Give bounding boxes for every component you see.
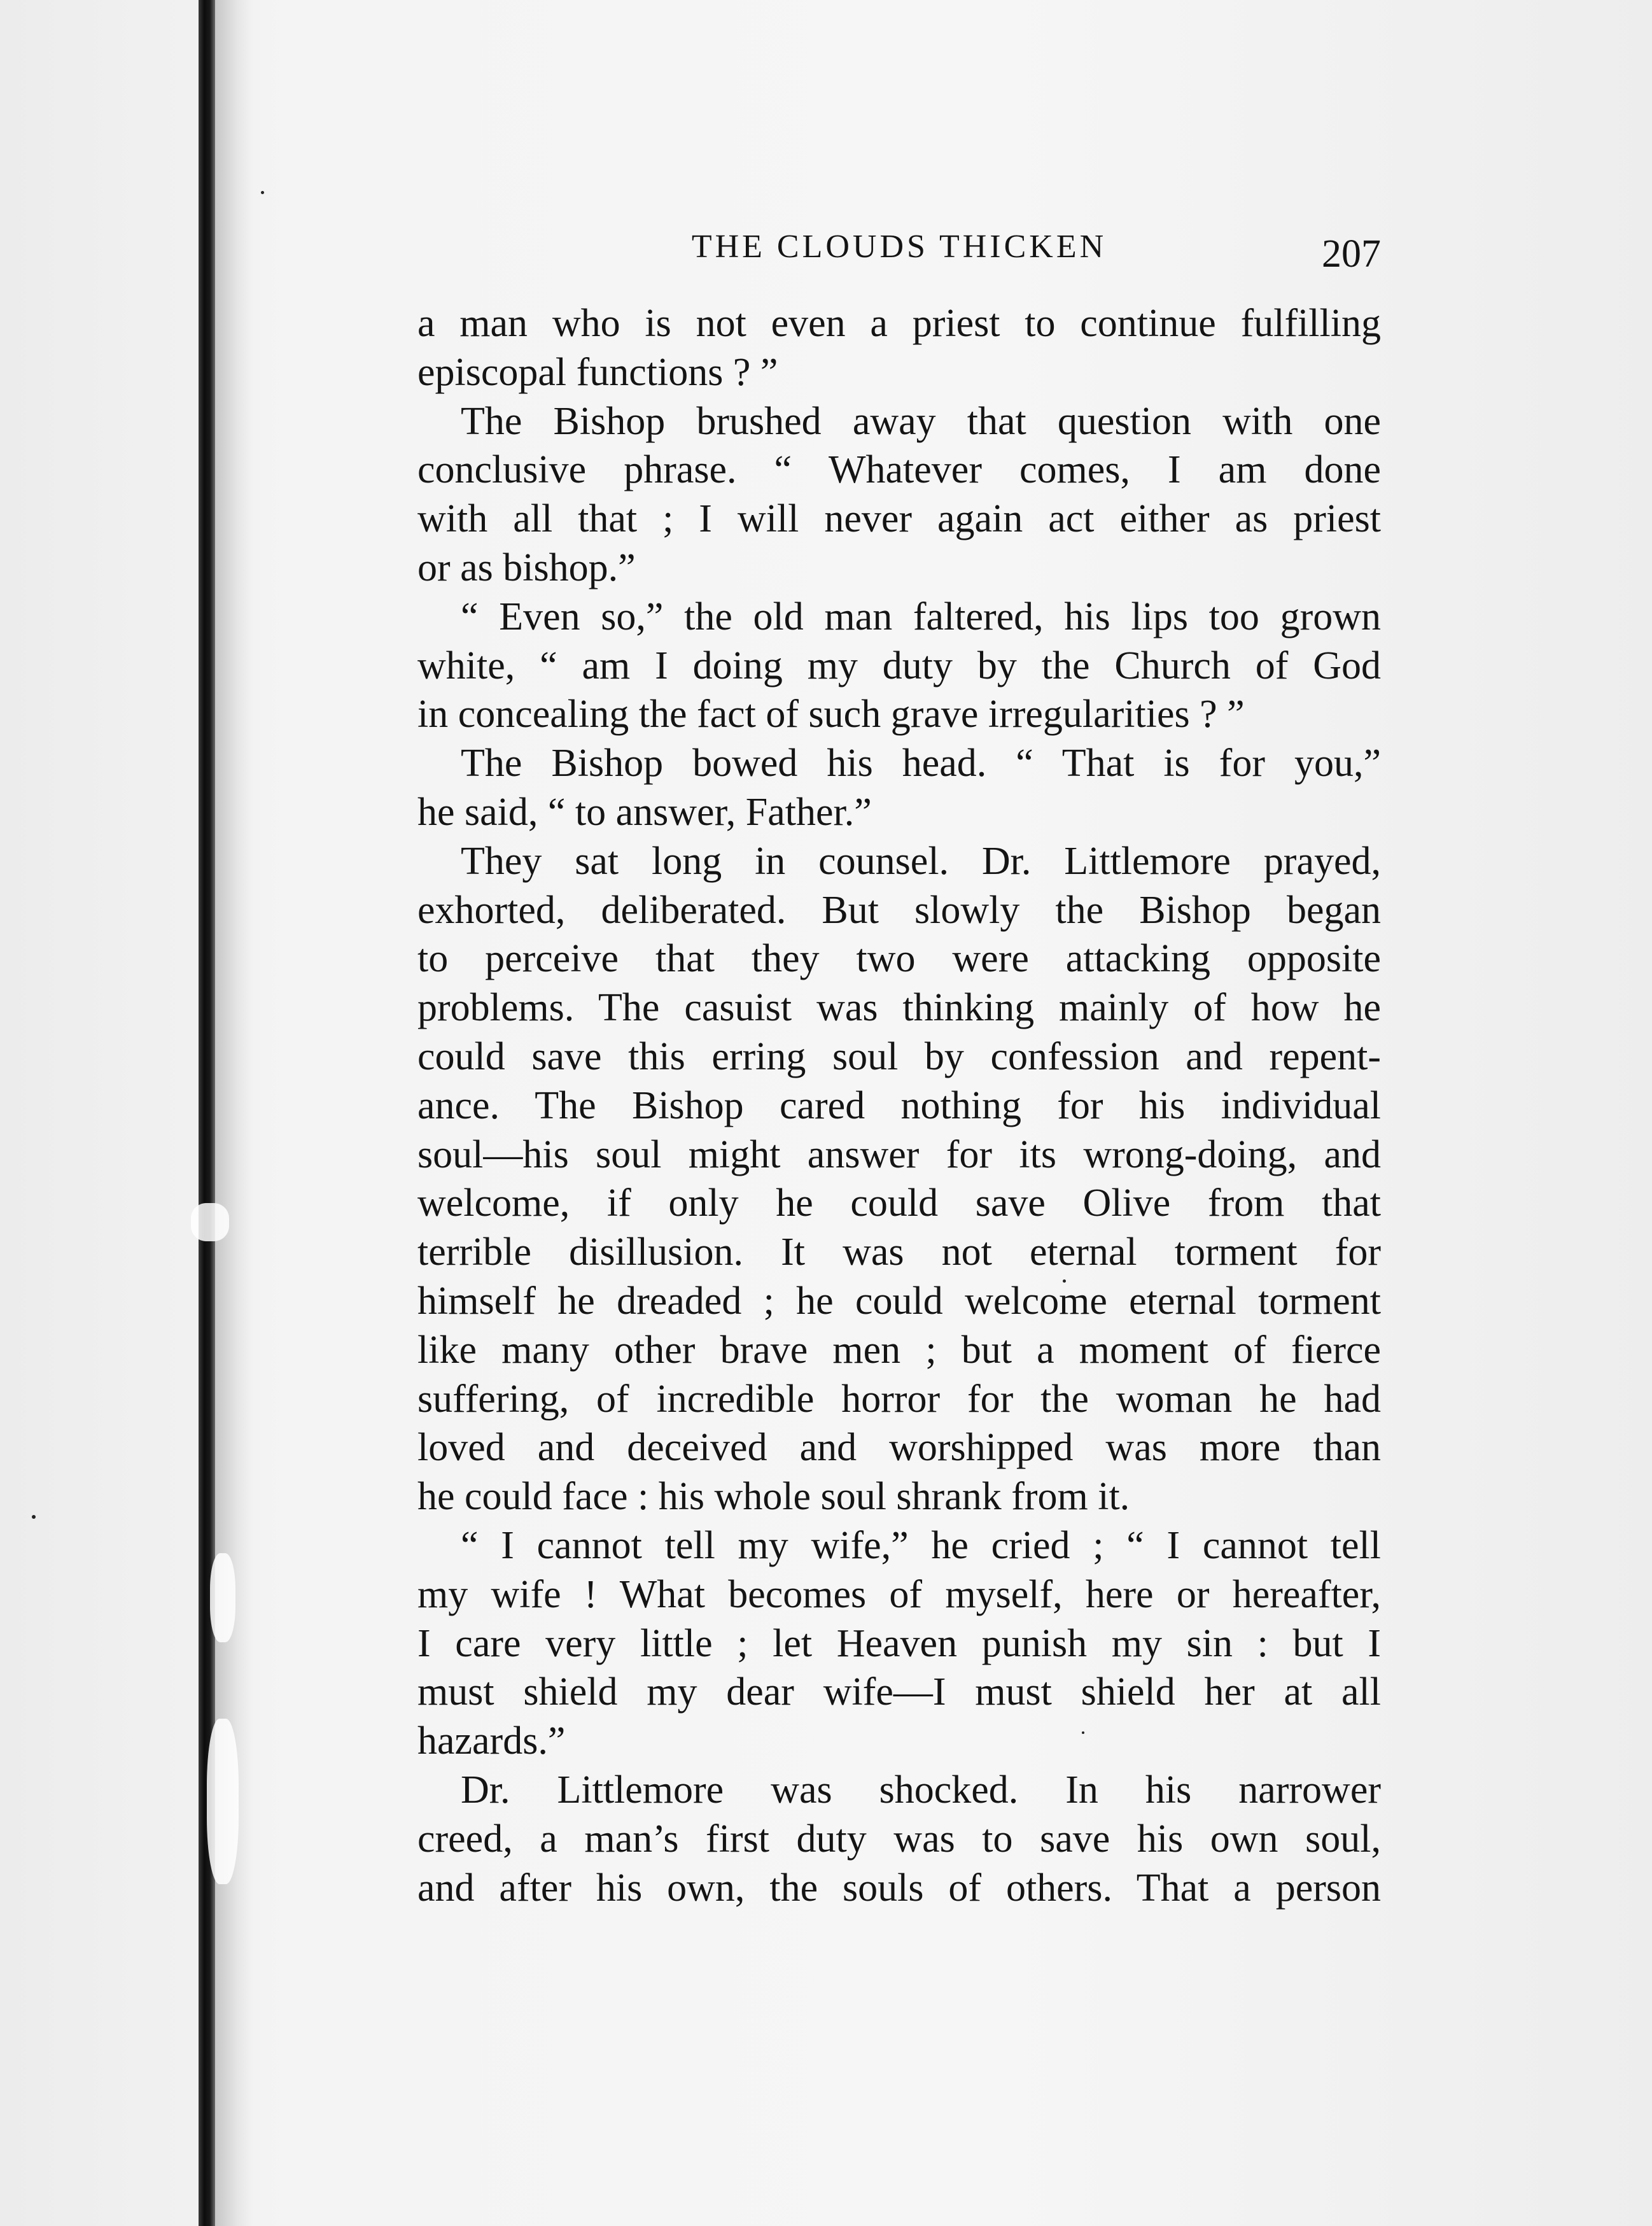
text-line: to perceive that they two were attacking opposite	[417, 937, 1381, 981]
text-line: like many other brave men ; but a moment of fierce	[417, 1328, 1381, 1372]
text-line: I care very little ; let Heaven punish my sin : but I	[417, 1621, 1381, 1665]
text-line: hazards.”	[417, 1719, 566, 1763]
text-line: he could face : his whole soul shrank from it.	[417, 1475, 1130, 1519]
page-header	[417, 223, 1381, 274]
text-line: episcopal functions ? ”	[417, 350, 778, 394]
page-tear-mark	[207, 1719, 239, 1884]
body-text	[417, 299, 1381, 1912]
text-line: and after his own, the souls of others. That a person	[417, 1866, 1381, 1910]
running-title: THE CLOUDS THICKEN	[691, 229, 1107, 265]
text-line: They sat long in counsel. Dr. Littlemore prayed,	[461, 839, 1381, 883]
page-number: 207	[1322, 232, 1381, 276]
text-line: “ Even so,” the old man faltered, his lips too grown	[461, 595, 1381, 638]
text-line: terrible disillusion. It was not eternal torment for	[417, 1230, 1381, 1274]
text-line: or as bishop.”	[417, 546, 636, 589]
page-tear-mark	[191, 1203, 229, 1241]
text-line: loved and deceived and worshipped was more than	[417, 1426, 1381, 1470]
text-line: he said, “ to answer, Father.”	[417, 790, 872, 834]
text-line: The Bishop brushed away that question with one	[461, 399, 1381, 443]
book-binding-edge	[199, 0, 215, 2226]
text-line: could save this erring soul by confession and repent-	[417, 1034, 1381, 1078]
text-line: Dr. Littlemore was shocked. In his narrower	[461, 1768, 1381, 1812]
text-line: suffering, of incredible horror for the woman he had	[417, 1377, 1381, 1421]
text-line: problems. The casuist was thinking mainly of how he	[417, 986, 1381, 1030]
text-line: my wife ! What becomes of myself, here or hereafter,	[417, 1572, 1381, 1616]
text-line: creed, a man’s first duty was to save his own soul,	[417, 1817, 1381, 1861]
text-line: in concealing the fact of such grave irregularities ? ”	[417, 693, 1245, 736]
text-line: soul—his soul might answer for its wrong-doing, and	[417, 1132, 1381, 1176]
page-tear-mark	[210, 1553, 235, 1642]
text-line: conclusive phrase. “ Whatever comes, I am done	[417, 448, 1381, 492]
text-line: welcome, if only he could save Olive from that	[417, 1181, 1381, 1225]
text-line: The Bishop bowed his head. “ That is for you,”	[461, 742, 1381, 785]
text-line: must shield my dear wife—I must shield her at all	[417, 1670, 1381, 1714]
text-line: with all that ; I will never again act either as priest	[417, 497, 1381, 541]
text-line: himself he dreaded ; he could welcome eternal torment	[417, 1279, 1381, 1323]
gutter-shadow	[215, 0, 253, 2226]
text-line: exhorted, deliberated. But slowly the Bishop began	[417, 888, 1381, 932]
text-line: white, “ am I doing my duty by the Church of God	[417, 644, 1381, 687]
text-line: “ I cannot tell my wife,” he cried ; “ I cannot tell	[461, 1523, 1381, 1567]
text-line: ance. The Bishop cared nothing for his individual	[417, 1083, 1381, 1127]
text-line: a man who is not even a priest to continue fulfilling	[417, 302, 1381, 345]
